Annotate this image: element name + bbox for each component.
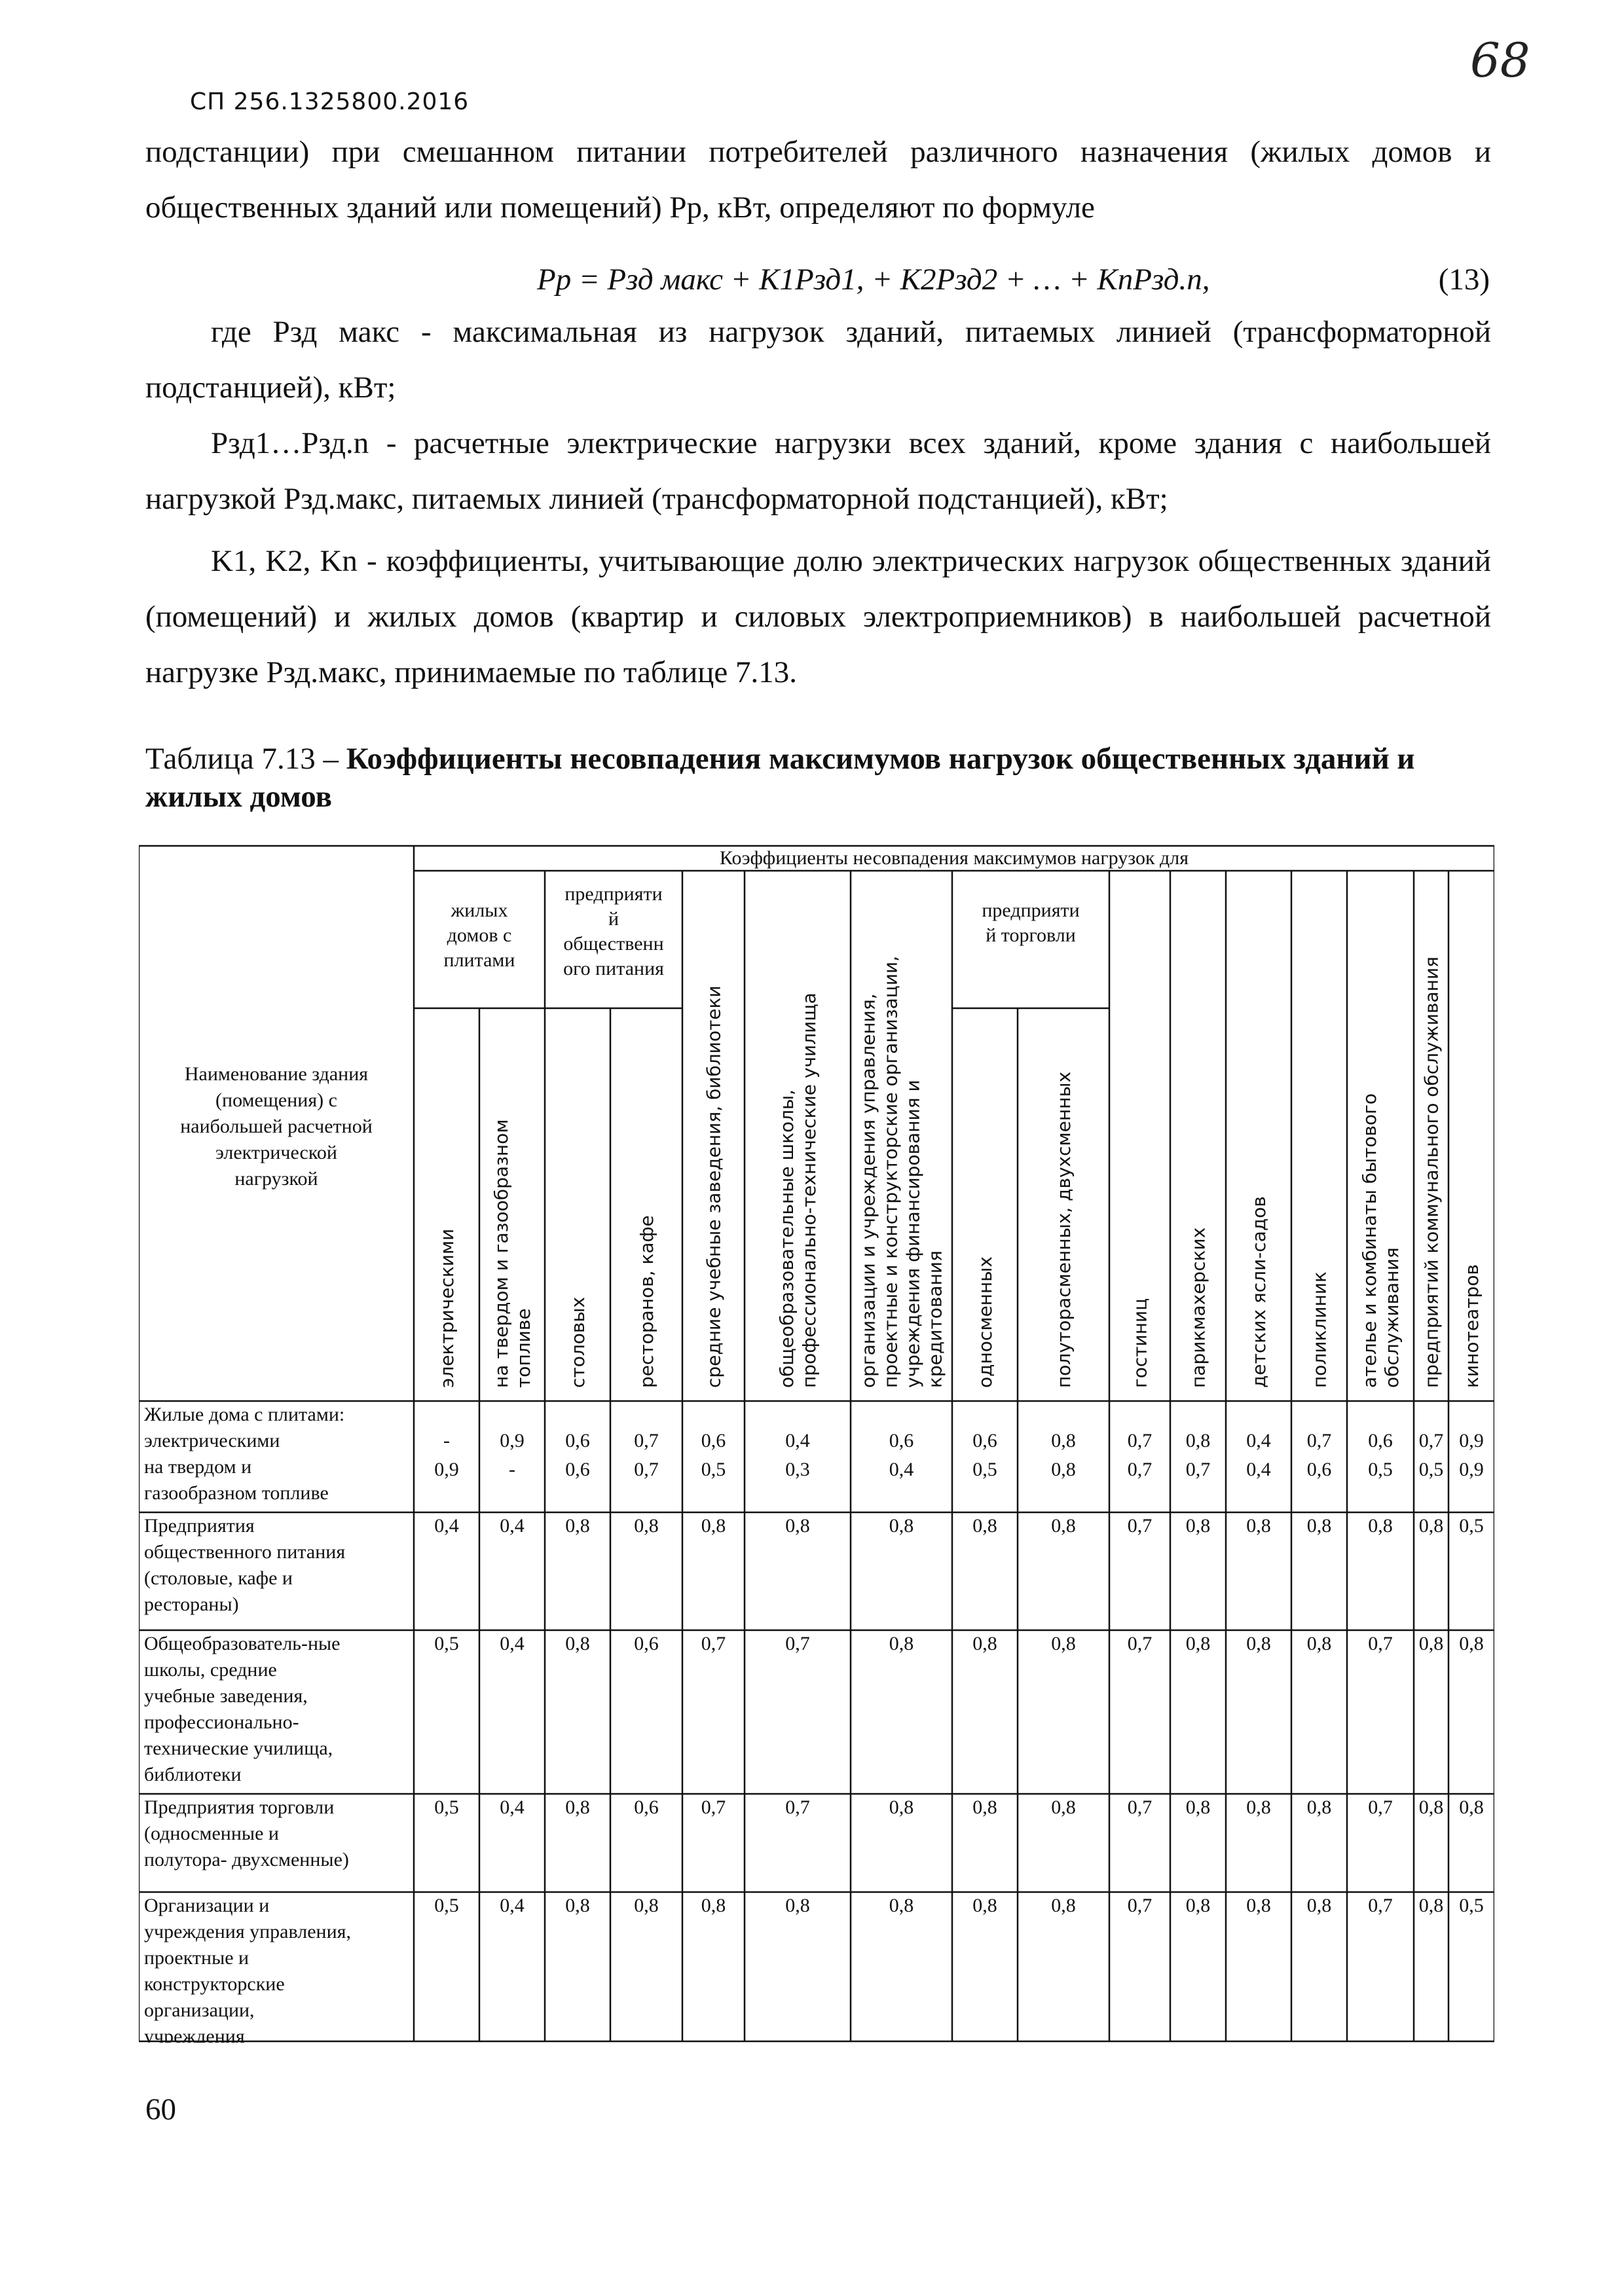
table-cell-value: 0,8 bbox=[1418, 1895, 1444, 1916]
table-cell-value: 0,6 bbox=[634, 1633, 659, 1654]
table-cell-value: 0,8 bbox=[1246, 1895, 1271, 1916]
table-cell-value: 0,6 bbox=[565, 1430, 590, 1451]
table-cell-value: 0,8 bbox=[1306, 1895, 1332, 1916]
row-name: организации, bbox=[144, 1999, 255, 2021]
table-cell-value: 0,7 bbox=[1418, 1430, 1444, 1451]
row-name: газообразном топливе bbox=[144, 1482, 329, 1504]
table-cell-value: 0,8 bbox=[1306, 1515, 1332, 1537]
table-cell-value: 0,6 bbox=[972, 1430, 997, 1451]
table-cell-value: 0,8 bbox=[1051, 1430, 1076, 1451]
table-cell-value: 0,8 bbox=[1459, 1633, 1484, 1654]
table-cell-value: 0,7 bbox=[634, 1459, 659, 1480]
table-cell-value: 0,7 bbox=[785, 1796, 810, 1818]
table-cell-value: 0,7 bbox=[1368, 1895, 1393, 1916]
coefficients-table-svg bbox=[139, 845, 1494, 2043]
table-cell-value: 0,8 bbox=[889, 1633, 914, 1654]
row-header-line: (помещения) с bbox=[215, 1089, 337, 1111]
group-header-residential: жилых bbox=[451, 900, 508, 921]
paragraph-pzd-max: где Pзд макс - максимальная из нагрузок зданий, питаемых линией (трансформаторной подстанцией), кВт; bbox=[145, 315, 1491, 405]
table-cell-value: 0,5 bbox=[1459, 1895, 1484, 1916]
row-name: учебные заведения, bbox=[144, 1685, 308, 1707]
table-cell-value: 0,7 bbox=[785, 1633, 810, 1654]
table-cell-value: 0,4 bbox=[500, 1895, 525, 1916]
column-header: на твердом и газообразном bbox=[490, 1119, 512, 1388]
table-cell-value: 0,8 bbox=[701, 1895, 726, 1916]
row-name: полутора- двухсменные) bbox=[144, 1849, 349, 1870]
column-header: средние учебные заведения, библиотеки bbox=[703, 985, 725, 1388]
table-cell-value: 0,8 bbox=[785, 1515, 810, 1537]
table-cell-value: 0,8 bbox=[1368, 1515, 1393, 1537]
formula-number: (13) bbox=[1438, 263, 1490, 297]
table-cell-value: 0,8 bbox=[1246, 1515, 1271, 1537]
column-header: организации и учреждения управления, bbox=[857, 993, 879, 1388]
coefficients-table bbox=[139, 845, 1494, 2043]
table-cell-value: 0,8 bbox=[565, 1895, 590, 1916]
column-header: столовых bbox=[567, 1296, 589, 1388]
table-cell-value: 0,7 bbox=[701, 1633, 726, 1654]
table-cell-value: 0,4 bbox=[500, 1633, 525, 1654]
table-top-header: Коэффициенты несовпадения максимумов нагрузок для bbox=[719, 847, 1189, 869]
table-cell-value: 0,8 bbox=[565, 1515, 590, 1537]
table-cell-value: 0,5 bbox=[434, 1796, 459, 1818]
table-caption-prefix: Таблица 7.13 – bbox=[145, 742, 346, 776]
table-cell-value: 0,8 bbox=[1418, 1796, 1444, 1818]
column-header: полуторасменных, двухсменных bbox=[1053, 1071, 1075, 1388]
column-header: детских ясли-садов bbox=[1248, 1196, 1270, 1388]
table-cell-value: 0,9 bbox=[1459, 1430, 1484, 1451]
row-name: на твердом и bbox=[144, 1456, 252, 1478]
table-cell-value: 0,8 bbox=[701, 1515, 726, 1537]
row-name: (односменные и bbox=[144, 1823, 279, 1844]
table-cell-value: 0,7 bbox=[1368, 1633, 1393, 1654]
table-cell-value: 0,8 bbox=[1185, 1430, 1211, 1451]
row-name: Предприятия bbox=[144, 1515, 255, 1537]
table-cell-value: 0,8 bbox=[1185, 1895, 1211, 1916]
table-cell-value: 0,4 bbox=[434, 1515, 459, 1537]
table-cell-value: 0,8 bbox=[1185, 1796, 1211, 1818]
table-cell-value: 0,4 bbox=[1246, 1459, 1271, 1480]
group-header-residential: домов с bbox=[447, 924, 512, 946]
row-header-line: электрической bbox=[215, 1142, 337, 1163]
row-name: Жилые дома с плитами: bbox=[144, 1404, 345, 1425]
document-code: СП 256.1325800.2016 bbox=[190, 88, 470, 115]
table-cell-value: 0,8 bbox=[972, 1633, 997, 1654]
table-cell-value: 0,8 bbox=[1418, 1633, 1444, 1654]
row-name: электрическими bbox=[144, 1430, 280, 1451]
formula-13: Pр = Pзд макс + K1Pзд1, + K2Pзд2 + … + KnPзд.n, bbox=[537, 263, 1210, 297]
table-cell-value: 0,8 bbox=[1051, 1515, 1076, 1537]
table-cell-value: 0,4 bbox=[785, 1430, 810, 1451]
table-caption bbox=[145, 740, 1507, 816]
table-cell-value: 0,5 bbox=[972, 1459, 997, 1480]
table-cell-value: 0,8 bbox=[1051, 1796, 1076, 1818]
table-cell-value: 0,5 bbox=[701, 1459, 726, 1480]
table-cell-value: 0,8 bbox=[1306, 1796, 1332, 1818]
table-cell-value: 0,8 bbox=[972, 1895, 997, 1916]
table-cell-value: 0,8 bbox=[785, 1895, 810, 1916]
column-header: топливе bbox=[513, 1308, 534, 1388]
table-cell-value: 0,9 bbox=[500, 1430, 525, 1451]
row-name: библиотеки bbox=[144, 1764, 242, 1785]
group-header-catering: общественн bbox=[563, 933, 664, 955]
table-cell-value: 0,3 bbox=[785, 1459, 810, 1480]
row-name: школы, средние bbox=[144, 1659, 277, 1681]
column-header: парикмахерских bbox=[1187, 1227, 1209, 1388]
table-cell-value: 0,8 bbox=[1418, 1515, 1444, 1537]
group-header-residential: плитами bbox=[443, 949, 515, 971]
table-cell-value: 0,5 bbox=[1418, 1459, 1444, 1480]
table-cell-value: 0,4 bbox=[1246, 1430, 1271, 1451]
table-cell-value: 0,8 bbox=[1459, 1796, 1484, 1818]
table-cell-value: 0,6 bbox=[701, 1430, 726, 1451]
table-cell-value: 0,7 bbox=[1127, 1459, 1153, 1480]
group-header-catering: предприяти bbox=[564, 883, 663, 905]
row-name: Предприятия торговли bbox=[144, 1796, 335, 1818]
table-cell-value: 0,8 bbox=[565, 1796, 590, 1818]
column-header: гостиниц bbox=[1129, 1298, 1151, 1388]
table-cell-value: 0,8 bbox=[972, 1515, 997, 1537]
table-cell-value: 0,8 bbox=[1051, 1459, 1076, 1480]
table-cell-value: 0,5 bbox=[1459, 1515, 1484, 1537]
table-cell-value: 0,8 bbox=[889, 1796, 914, 1818]
table-cell-value: 0,8 bbox=[1185, 1515, 1211, 1537]
row-name: общественного питания bbox=[144, 1541, 346, 1563]
table-cell-value: 0,6 bbox=[889, 1430, 914, 1451]
table-cell-value: 0,7 bbox=[1185, 1459, 1211, 1480]
column-header: односменных bbox=[974, 1256, 996, 1388]
table-cell-value: - bbox=[509, 1459, 515, 1480]
column-header: проектные и конструкторские организации, bbox=[879, 955, 902, 1388]
group-header-trade: й торговли bbox=[986, 924, 1076, 946]
row-name: конструкторские bbox=[144, 1973, 285, 1995]
table-cell-value: 0,7 bbox=[1127, 1515, 1153, 1537]
column-header: ресторанов, кафе bbox=[636, 1215, 657, 1388]
table-cell-value: 0,8 bbox=[634, 1895, 659, 1916]
row-header-line: нагрузкой bbox=[234, 1168, 318, 1190]
table-cell-value: 0,7 bbox=[1127, 1430, 1153, 1451]
table-cell-value: 0,7 bbox=[1127, 1633, 1153, 1654]
column-header: ателье и комбинаты бытового bbox=[1359, 1093, 1380, 1388]
table-cell-value: 0,6 bbox=[1306, 1459, 1332, 1480]
table-cell-value: 0,6 bbox=[565, 1459, 590, 1480]
table-cell-value: 0,6 bbox=[634, 1796, 659, 1818]
row-name: технические училища, bbox=[144, 1738, 333, 1759]
table-cell-value: 0,9 bbox=[434, 1459, 459, 1480]
paragraph-coefficients: K1, K2, Kn - коэффициенты, учитывающие долю электрических нагрузок общественных зданий (помещений) и жилых домов (квартир и силовых электроприемников) в наибольшей расчетной нагрузке Pзд.макс, принимаемые по таблице 7.13. bbox=[145, 544, 1491, 689]
table-cell-value: 0,8 bbox=[1306, 1633, 1332, 1654]
table-cell-value: 0,5 bbox=[434, 1895, 459, 1916]
group-header-trade: предприяти bbox=[982, 900, 1080, 921]
paragraph-intro: подстанции) при смешанном питании потребителей различного назначения (жилых домов и общественных зданий или помещений) Pр, кВт, определяют по формуле bbox=[145, 135, 1491, 225]
column-header: общеобразовательные школы, bbox=[776, 1089, 798, 1388]
paragraph-pzd-list: Pзд1…Pзд.n - расчетные электрические нагрузки всех зданий, кроме здания с наибольшей нагрузкой Pзд.макс, питаемых линией (трансформаторной подстанцией), кВт; bbox=[145, 426, 1491, 516]
group-header-catering: й bbox=[608, 908, 619, 930]
row-name: (столовые, кафе и bbox=[144, 1567, 293, 1589]
handwritten-page-number: 68 bbox=[1470, 33, 1530, 88]
row-name: проектные и bbox=[144, 1947, 249, 1969]
table-cell-value: 0,5 bbox=[434, 1633, 459, 1654]
table-cell-value: 0,8 bbox=[1246, 1633, 1271, 1654]
table-cell-value: 0,7 bbox=[634, 1430, 659, 1451]
table-cell-value: 0,4 bbox=[889, 1459, 914, 1480]
table-cell-value: 0,8 bbox=[565, 1633, 590, 1654]
table-cell-value: 0,7 bbox=[1127, 1796, 1153, 1818]
row-name: профессионально- bbox=[144, 1711, 299, 1733]
table-cell-value: - bbox=[443, 1430, 450, 1451]
column-header: кинотеатров bbox=[1461, 1264, 1483, 1388]
row-header-line: Наименование здания bbox=[184, 1063, 369, 1085]
table-cell-value: 0,6 bbox=[1368, 1430, 1393, 1451]
table-cell-value: 0,8 bbox=[1051, 1633, 1076, 1654]
column-header: обслуживания bbox=[1381, 1247, 1403, 1388]
table-cell-value: 0,7 bbox=[1127, 1895, 1153, 1916]
table-cell-value: 0,8 bbox=[889, 1515, 914, 1537]
table-cell-value: 0,8 bbox=[972, 1796, 997, 1818]
table-cell-value: 0,7 bbox=[701, 1796, 726, 1818]
table-cell-value: 0,7 bbox=[1368, 1796, 1393, 1818]
row-name: учреждения bbox=[144, 2026, 245, 2043]
row-name: Общеобразователь-ные bbox=[144, 1633, 341, 1654]
table-cell-value: 0,7 bbox=[1306, 1430, 1332, 1451]
table-cell-value: 0,8 bbox=[889, 1895, 914, 1916]
row-header-line: наибольшей расчетной bbox=[180, 1116, 373, 1137]
table-cell-value: 0,8 bbox=[1246, 1796, 1271, 1818]
row-name: Организации и bbox=[144, 1895, 270, 1916]
table-cell-value: 0,4 bbox=[500, 1515, 525, 1537]
group-header-catering: ого питания bbox=[563, 958, 664, 979]
row-name: рестораны) bbox=[144, 1594, 239, 1615]
table-cell-value: 0,8 bbox=[1185, 1633, 1211, 1654]
page-number: 60 bbox=[145, 2092, 176, 2126]
row-name: учреждения управления, bbox=[144, 1921, 351, 1942]
table-cell-value: 0,9 bbox=[1459, 1459, 1484, 1480]
column-header: профессионально-технические училища bbox=[798, 993, 820, 1388]
table-cell-value: 0,4 bbox=[500, 1796, 525, 1818]
table-cell-value: 0,5 bbox=[1368, 1459, 1393, 1480]
column-header: учреждения финансирования и bbox=[902, 1080, 924, 1388]
table-cell-value: 0,8 bbox=[634, 1515, 659, 1537]
column-header: поликлиник bbox=[1308, 1271, 1331, 1388]
column-header: предприятий коммунального обслуживания bbox=[1420, 957, 1443, 1388]
column-header: кредитования bbox=[924, 1250, 946, 1388]
column-header: электрическими bbox=[436, 1228, 458, 1388]
table-caption-title: Коэффициенты несовпадения максимумов нагрузок общественных зданий и жилых домов bbox=[145, 742, 1415, 814]
table-cell-value: 0,8 bbox=[1051, 1895, 1076, 1916]
